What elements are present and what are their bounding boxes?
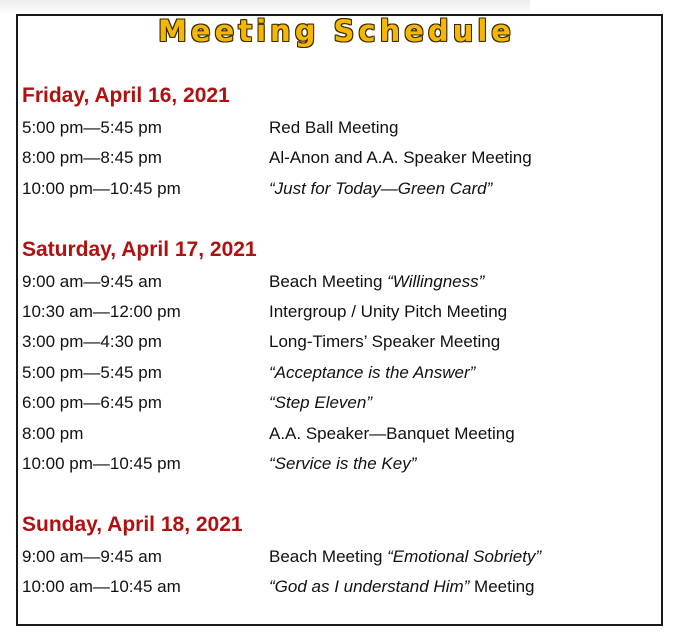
- row-description: [269, 547, 541, 567]
- desc-plain: Intergroup / Unity Pitch Meeting: [269, 302, 508, 321]
- row-description: [269, 577, 535, 597]
- row-time: 10:00 pm—10:45 pm: [22, 454, 181, 473]
- desc-after: Meeting: [469, 577, 535, 596]
- row-time: 8:00 pm: [22, 424, 84, 443]
- page-title: Meeting Schedule: [158, 14, 515, 48]
- desc-plain: Al-Anon and A.A. Speaker Meeting: [269, 148, 532, 167]
- desc-italic: “Willingness”: [387, 272, 485, 291]
- row-time: 9:00 am—9:45 am: [22, 272, 162, 291]
- desc-italic: “God as I understand Him”: [269, 577, 470, 596]
- top-shade: [0, 0, 530, 14]
- desc-italic: “Step Eleven”: [269, 393, 372, 412]
- row-time: 5:00 pm—5:45 pm: [22, 118, 162, 137]
- row-time: 10:30 am—12:00 pm: [22, 302, 181, 321]
- desc-italic: “Emotional Sobriety”: [387, 547, 542, 566]
- row-time: 10:00 am—10:45 am: [22, 577, 181, 596]
- row-description: [269, 302, 507, 322]
- desc-plain: Beach Meeting: [269, 272, 388, 291]
- row-time: 5:00 pm—5:45 pm: [22, 363, 162, 382]
- day-heading-saturday: Saturday, April 17, 2021: [22, 238, 257, 261]
- row-description: [269, 454, 416, 474]
- day-heading-sunday: Sunday, April 18, 2021: [22, 513, 243, 536]
- row-description: [269, 272, 484, 292]
- day-heading-friday: Friday, April 16, 2021: [22, 84, 230, 107]
- desc-plain: A.A. Speaker—Banquet Meeting: [269, 424, 515, 443]
- row-time: 6:00 pm—6:45 pm: [22, 393, 162, 412]
- desc-italic: “Acceptance is the Answer”: [269, 363, 476, 382]
- row-time: 8:00 pm—8:45 pm: [22, 148, 162, 167]
- desc-italic: “Service is the Key”: [269, 454, 417, 473]
- desc-plain: Red Ball Meeting: [269, 118, 399, 137]
- row-time: 3:00 pm—4:30 pm: [22, 332, 162, 351]
- row-description: [269, 179, 492, 199]
- row-description: [269, 118, 398, 138]
- row-time: 10:00 pm—10:45 pm: [22, 179, 181, 198]
- row-description: [269, 363, 475, 383]
- row-description: [269, 148, 532, 168]
- desc-italic: “Just for Today—Green Card”: [269, 179, 493, 198]
- desc-plain: Beach Meeting: [269, 547, 388, 566]
- desc-plain: Long-Timers’ Speaker Meeting: [269, 332, 501, 351]
- row-description: [269, 332, 500, 352]
- row-description: [269, 393, 372, 413]
- row-description: [269, 424, 515, 444]
- row-time: 9:00 am—9:45 am: [22, 547, 162, 566]
